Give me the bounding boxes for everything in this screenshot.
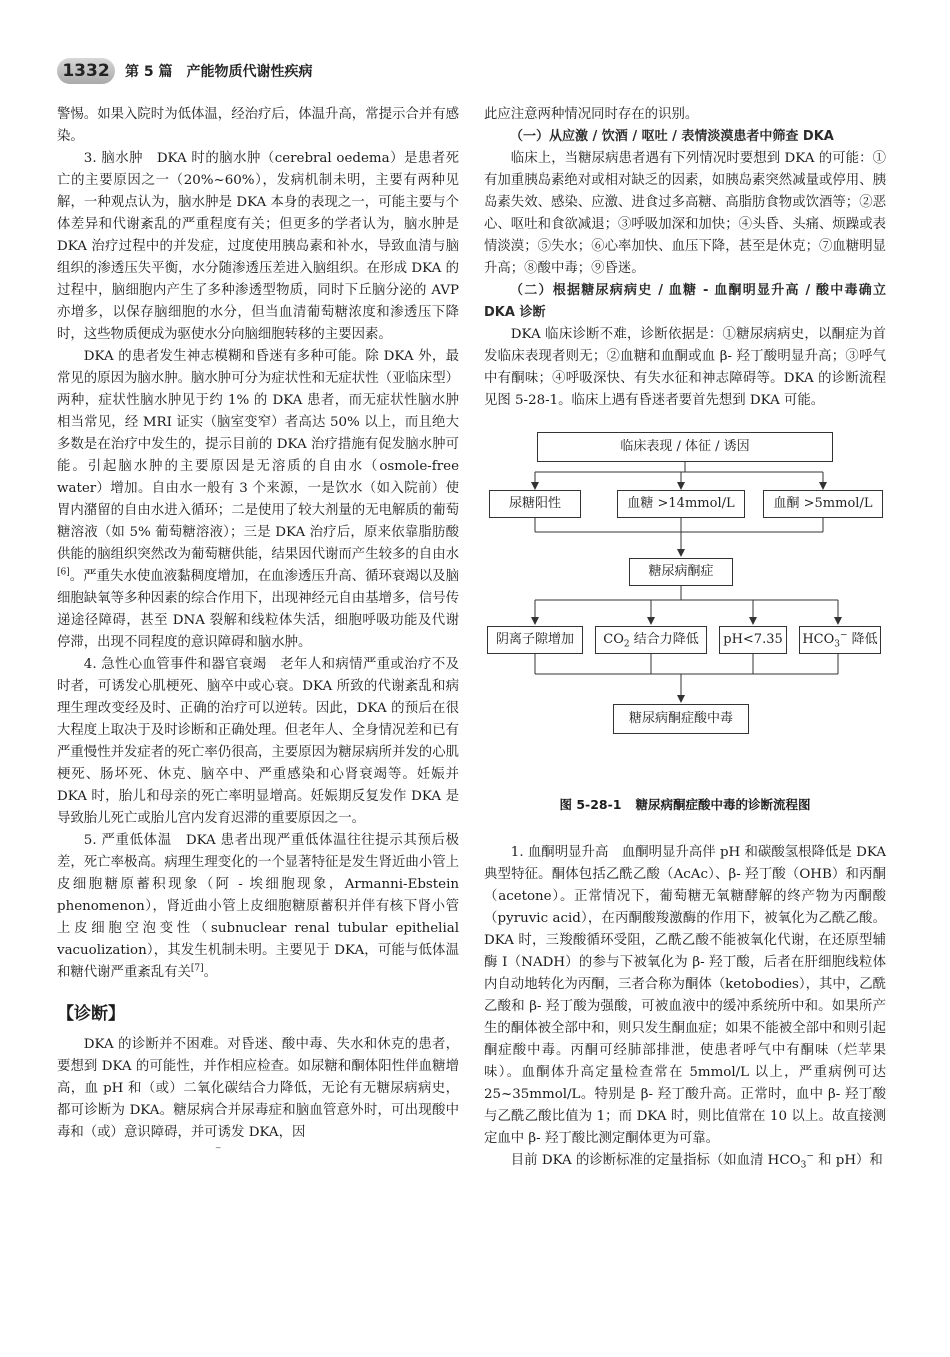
flow-box-dka: 糖尿病酮症酸中毒: [613, 704, 749, 734]
hco3-superscript: −: [806, 1151, 814, 1162]
page-number: 1332: [57, 58, 115, 84]
subheading-screening: （一）从应激 / 饮酒 / 呕吐 / 表情淡漠患者中筛查 DKA: [510, 129, 834, 144]
hco3-superscript: −: [840, 630, 848, 641]
flow-box-clinical-signs: 临床表现 / 体征 / 诱因: [537, 432, 833, 462]
left-column: [57, 104, 459, 1144]
flow-box-ketosis: 糖尿病酮症: [629, 558, 733, 586]
paragraph-hypothermia: [57, 830, 459, 984]
paragraph-diagnosis: DKA 的诊断并不困难。对昏迷、酸中毒、失水和休克的患者，要想到 DKA 的可能性，并作相应检查。如尿糖和酮体阳性伴血糖增高，血 pH 和（或）二氧化碳结合力降低，无论有无糖尿病病史，都可诊断为 DKA。糖尿病合并尿毒症和脑血管意外时，可出现酸中毒和（或）意识障碍，并可诱发 DKA，因: [57, 1037, 459, 1140]
flow-box-blood-ketone: 血酮 >5mmol/L: [763, 490, 883, 518]
paragraph-text: 和 pH）和: [813, 1153, 883, 1168]
paragraph-blood-ketone: 1. 血酮明显升高 血酮明显升高伴 pH 和碳酸氢根降低是 DKA 典型特征。酮体包括乙酰乙酸（AcAc）、β- 羟丁酸（OHB）和丙酮（acetone）。正常情况下，葡萄糖无氧糖酵解的终产物为丙酮酸（pyruvic acid），在丙酮酸羧激酶的作用下，被氧化为乙酰乙酸。DKA 时，三羧酸循环受阻，乙酰乙酸不能被氧化代谢，在还原型辅酶 I（NADH）的参与下被氧化为 β- 羟丁酸，后者在肝细胞线粒体内自动地转化为丙酮，三者合称为酮体（ketobodies），其中，乙酰乙酸和 β- 羟丁酸为强酸，可被血液中的缓冲系统所中和。如果所产生的酮体被全部中和，则只发生酮血症；如果不能被全部中和则引起酮症酸中毒。丙酮可经肺部排泄，使患者呼气中有酮味（烂苹果味）。血酮体升高定量检查常在 5mmol/L 以上，严重病例可达 25~35mmol/L。特别是 β- 羟丁酸升高。正常时，血中 β- 羟丁酸与乙酰乙酸比值为 1；而 DKA 时，则比值常在 10 以上。故直接测定血中 β- 羟丁酸比测定酮体更为可靠。: [484, 845, 886, 1146]
co2-subscript: 2: [623, 639, 630, 650]
section-heading-diagnosis: 【诊断】: [57, 1004, 125, 1024]
hco3-subscript: 3: [800, 1160, 807, 1171]
subheading-confirm: （二）根据糖尿病病史 / 血糖 - 血酮明显升高 / 酸中毒确立 DKA 诊断: [484, 283, 886, 320]
paragraph-text: 目前 DKA 的诊断标准的定量指标（如血清 HCO: [510, 1153, 801, 1168]
flow-box-urine-glucose: 尿糖阳性: [489, 490, 581, 518]
hco3-text: 降低: [847, 632, 878, 647]
paragraph-text: DKA 的患者发生神志模糊和昏迷有多种可能。除 DKA 外，最常见的原因为脑水肿。脑水肿可分为症状性和无症状性（亚临床型）两种，症状性脑水肿见于约 1% 的 DKA 患者，而无症状性脑水肿相当常见，经 MRI 证实（脑室变窄）者高达 50% 以上，而且绝大多数是在治疗中发生的，提示目前的 DKA 治疗措施有促发脑水肿可能。引起脑水肿的主要原因是无溶质的自由水（osmole-free water）增加。自由水一般有 3 个来源，一是饮水（如入院前）使胃内潴留的自由水进入循环；二是使用了较大剂量的无电解质的葡萄糖溶液（如 5% 葡萄糖溶液）；三是 DKA 治疗后，原来依靠脂肪酸供能的脑组织突然改为葡萄糖供能，结果因代谢而产生较多的自由水: [57, 349, 459, 562]
paragraph-text: 。: [203, 965, 218, 980]
co2-symbol: CO: [603, 632, 624, 647]
stray-mark: ⁻: [215, 1143, 222, 1157]
figure-number: 图 5-28-1: [559, 797, 622, 812]
hco3-symbol: HCO: [802, 632, 835, 647]
citation-ref: [7]: [190, 963, 204, 974]
co2-text: 结合力降低: [629, 632, 699, 647]
citation-ref: [6]: [57, 567, 70, 578]
paragraph-criteria: [484, 1150, 886, 1172]
paragraph-cardiovascular: 4. 急性心血管事件和器官衰竭 老年人和病情严重或治疗不及时者，可诱发心肌梗死、脑卒中或心衰。DKA 所致的代谢紊乱和病理生理改变经及时、正确的治疗可以逆转。因此，DKA 的预后在很大程度上取决于及时诊断和正确处理。但老年人、全身情况差和已有严重慢性并发症者的死亡率仍很高，主要原因为糖尿病所并发的心肌梗死、肠坏死、休克、脑卒中、严重感染和心肾衰竭等。妊娠并 DKA 时，胎儿和母亲的死亡率明显增高。妊娠期反复发作 DKA 是导致胎儿死亡或胎儿宫内发育迟滞的重要原因之一。: [57, 657, 459, 826]
right-column: [484, 104, 886, 1172]
figure-caption: [484, 794, 886, 816]
paragraph: 此应注意两种情况同时存在的识别。: [484, 107, 699, 122]
figure-title: 糖尿病酮症酸中毒的诊断流程图: [635, 797, 811, 812]
flow-box-bicarbonate: [799, 626, 881, 654]
hco3-subscript: 3: [834, 639, 840, 650]
paragraph: 警惕。如果入院时为低体温，经治疗后，体温升高，常提示合并有感染。: [57, 107, 459, 144]
flow-box-anion-gap: 阴离子隙增加: [487, 626, 583, 654]
flow-box-blood-glucose: 血糖 >14mmol/L: [617, 490, 745, 518]
paragraph-text: 5. 严重低体温 DKA 患者出现严重低体温往往提示其预后极差，死亡率极高。病理生理变化的一个显著特征是发生肾近曲小管上皮细胞糖原蓄积现象（阿 - 埃细胞现象，Armanni-Ebstein phenomenon），肾近曲小管上皮细胞糖原蓄积并伴有核下肾小管上皮细胞空泡变性（subnuclear renal tubular epithelial vacuolization），其发生机制未明。主要见于 DKA，可能与低体温和糖代谢严重紊乱有关: [57, 833, 459, 980]
flow-box-co2-binding: [595, 626, 707, 654]
paragraph-screening: 临床上，当糖尿病患者遇有下列情况时要想到 DKA 的可能：①有加重胰岛素绝对或相对缺乏的因素，如胰岛素突然减量或停用、胰岛素失效、感染、应激、进食过多高糖、高脂肪食物或饮酒等；②恶心、呕吐和食欲减退；③呼吸加深和加快；④头昏、头痛、烦躁或表情淡漠；⑤失水；⑥心率加快、血压下降，甚至是休克；⑦血糖明显升高；⑧酸中毒；⑨昏迷。: [484, 151, 886, 276]
flow-box-ph: pH<7.35: [719, 626, 787, 654]
running-head: 第 5 篇 产能物质代谢性疾病: [125, 64, 313, 80]
paragraph-confirm: DKA 临床诊断不难，诊断依据是：①糖尿病病史，以酮症为首发临床表现者则无；②血糖和血酮或血 β- 羟丁酸明显升高；③呼气中有酮味；④呼吸深快、有失水征和神志障碍等。DKA 的诊断流程见图 5-28-1。临床上遇有昏迷者要首先想到 DKA 可能。: [484, 327, 886, 408]
paragraph-consciousness: [57, 346, 459, 654]
paragraph-brain-edema: 3. 脑水肿 DKA 时的脑水肿（cerebral oedema）是患者死亡的主要原因之一（20%~60%），发病机制未明，主要有两种见解，一种观点认为，脑水肿是 DKA 本身的表现之一，可能主要与个体差异和代谢紊乱的严重程度有关；但更多的学者认为，脑水肿是 DKA 治疗过程中的并发症，过度使用胰岛素和补水，导致血清与脑组织的渗透压失平衡，水分随渗透压差进入脑组织。在形成 DKA 的过程中，脑细胞内产生了多种渗透型物质，同时下丘脑分泌的 AVP 亦增多，以保存脑细胞的水分，但当血清葡萄糖浓度和渗透压下降时，这些物质便成为驱使水分向脑细胞转移的主要因素。: [57, 151, 460, 342]
paragraph-text: 。严重失水使血液黏稠度增加，在血渗透压升高、循环衰竭以及脑细胞缺氧等多种因素的综合作用下，出现神经元自由基增多，信号传递途径障碍，甚至 DNA 裂解和线粒体失活，细胞呼吸功能及代谢停滞，出现不同程度的意识障碍和脑水肿。: [57, 569, 459, 650]
diagnosis-flowchart: [484, 428, 886, 784]
page-header: [57, 58, 897, 88]
